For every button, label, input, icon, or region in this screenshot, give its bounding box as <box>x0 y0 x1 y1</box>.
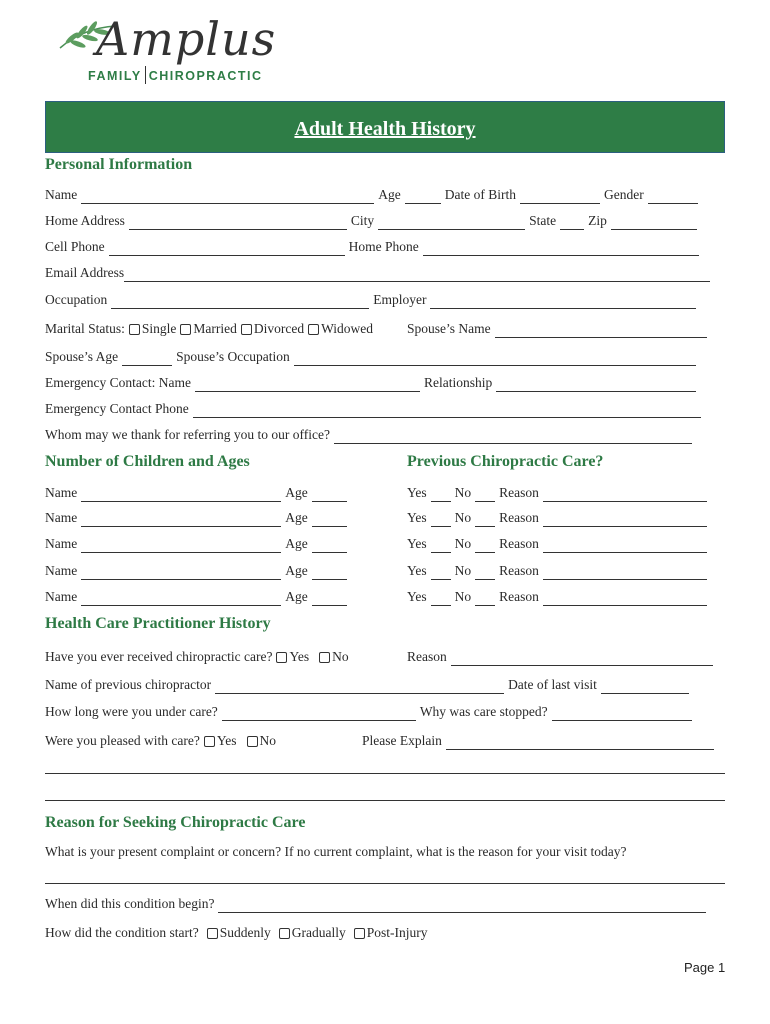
prev-care-yes-field[interactable] <box>431 488 451 502</box>
marital-married-checkbox[interactable] <box>180 324 191 335</box>
city-label: City <box>350 213 375 228</box>
prev-care-yes-field[interactable] <box>431 566 451 580</box>
prev-care-reason-field[interactable] <box>543 488 707 502</box>
state-label: State <box>529 213 557 228</box>
emergency-name-field[interactable] <box>195 378 420 392</box>
child-age-label: Age <box>285 589 308 604</box>
prev-care-no-label: No <box>454 510 472 525</box>
received-care-yes-checkbox[interactable] <box>276 652 287 663</box>
name-field[interactable] <box>81 190 374 204</box>
prev-care-yes-field[interactable] <box>431 592 451 606</box>
prev-care-no-field[interactable] <box>475 488 495 502</box>
received-care-yes-label: Yes <box>289 649 310 664</box>
marital-divorced-label: Divorced <box>253 321 305 336</box>
row-start <box>45 924 427 942</box>
child-row <box>45 588 351 606</box>
prev-care-reason-label: Reason <box>499 510 539 525</box>
received-care-question: Have you ever received chiropractic care? <box>45 649 273 664</box>
row-explain <box>362 732 718 750</box>
last-visit-label: Date of last visit <box>508 677 597 692</box>
received-care-no-label: No <box>332 649 349 664</box>
child-name-label: Name <box>45 485 78 500</box>
prev-care-yes-label: Yes <box>407 589 427 604</box>
prev-care-yes-label: Yes <box>407 536 427 551</box>
marital-single-checkbox[interactable] <box>129 324 140 335</box>
marital-widowed-label: Widowed <box>321 321 374 336</box>
dob-field[interactable] <box>520 190 600 204</box>
prev-care-no-field[interactable] <box>475 566 495 580</box>
prev-care-yes-label: Yes <box>407 485 427 500</box>
explain-line-1[interactable] <box>45 773 725 774</box>
previous-care-row <box>407 484 711 502</box>
row-prev-chiro <box>45 676 693 694</box>
begin-field[interactable] <box>218 899 706 913</box>
previous-care-row <box>407 562 711 580</box>
spouse-occupation-label: Spouse’s Occupation <box>176 349 290 364</box>
child-name-field[interactable] <box>81 513 281 527</box>
age-field[interactable] <box>405 190 441 204</box>
row-received-care <box>45 648 349 666</box>
emergency-name-label: Emergency Contact: Name <box>45 375 191 390</box>
child-age-field[interactable] <box>312 488 347 502</box>
row-begin <box>45 895 710 913</box>
start-question: How did the condition start? <box>45 925 199 940</box>
row-spouse <box>45 348 700 366</box>
row-referral <box>45 426 696 444</box>
child-row <box>45 509 351 527</box>
row-occupation <box>45 291 700 309</box>
child-age-field[interactable] <box>312 513 347 527</box>
previous-care-row <box>407 588 711 606</box>
employer-label: Employer <box>373 292 427 307</box>
reason-heading: Reason for Seeking Chiropractic Care <box>45 814 306 831</box>
prev-care-no-label: No <box>454 589 472 604</box>
row-name <box>45 186 702 204</box>
child-name-field[interactable] <box>81 539 281 553</box>
previous-care-row <box>407 535 711 553</box>
prev-care-yes-field[interactable] <box>431 513 451 527</box>
state-field[interactable] <box>560 216 584 230</box>
referral-label: Whom may we thank for referring you to our office? <box>45 427 331 442</box>
children-heading: Number of Children and Ages <box>45 453 250 470</box>
prev-care-reason-label: Reason <box>499 563 539 578</box>
prev-care-reason-field[interactable] <box>543 592 707 606</box>
dob-label: Date of Birth <box>444 187 516 202</box>
child-row <box>45 535 351 553</box>
occupation-field[interactable] <box>111 295 369 309</box>
pleased-yes-label: Yes <box>216 733 237 748</box>
child-name-label: Name <box>45 536 78 551</box>
marital-widowed-checkbox[interactable] <box>308 324 319 335</box>
cell-phone-label: Cell Phone <box>45 239 105 254</box>
child-name-field[interactable] <box>81 488 281 502</box>
employer-field[interactable] <box>430 295 696 309</box>
pleased-no-checkbox[interactable] <box>247 736 258 747</box>
start-post-injury-checkbox[interactable] <box>354 928 365 939</box>
logo-subtitle: FAMILY CHIROPRACTIC <box>88 66 263 84</box>
city-field[interactable] <box>378 216 525 230</box>
cell-phone-field[interactable] <box>109 242 345 256</box>
child-name-label: Name <box>45 510 78 525</box>
start-gradually-checkbox[interactable] <box>279 928 290 939</box>
explain-field[interactable] <box>446 736 714 750</box>
prev-care-no-field[interactable] <box>475 592 495 606</box>
why-stopped-field[interactable] <box>552 707 692 721</box>
zip-label: Zip <box>588 213 607 228</box>
practitioner-heading: Health Care Practitioner History <box>45 615 271 632</box>
prev-care-reason-label: Reason <box>499 589 539 604</box>
pleased-no-label: No <box>259 733 276 748</box>
prev-care-yes-label: Yes <box>407 563 427 578</box>
child-row <box>45 484 351 502</box>
referral-field[interactable] <box>334 430 692 444</box>
page-title: Adult Health History <box>294 118 476 140</box>
email-label: Email Address <box>45 265 125 280</box>
complaint-line[interactable] <box>45 883 725 884</box>
row-emergency <box>45 374 700 392</box>
child-row <box>45 562 351 580</box>
home-address-field[interactable] <box>129 216 347 230</box>
child-name-field[interactable] <box>81 592 281 606</box>
row-complaint <box>45 843 626 861</box>
marital-label: Marital Status: <box>45 321 125 336</box>
marital-married-label: Married <box>193 321 237 336</box>
gender-label: Gender <box>603 187 644 202</box>
prev-chiro-label: Name of previous chiropractor <box>45 677 212 692</box>
start-suddenly-label: Suddenly <box>219 925 271 940</box>
care-reason-field[interactable] <box>451 652 713 666</box>
prev-care-no-field[interactable] <box>475 513 495 527</box>
home-address-label: Home Address <box>45 213 125 228</box>
prev-care-no-label: No <box>454 485 472 500</box>
row-phones <box>45 238 703 256</box>
child-name-field[interactable] <box>81 566 281 580</box>
how-long-field[interactable] <box>222 707 416 721</box>
last-visit-field[interactable] <box>601 680 689 694</box>
personal-info-heading: Personal Information <box>45 156 193 173</box>
child-age-label: Age <box>285 485 308 500</box>
prev-care-reason-label: Reason <box>499 536 539 551</box>
marital-single-label: Single <box>141 321 177 336</box>
prev-care-reason-label: Reason <box>499 485 539 500</box>
emergency-phone-field[interactable] <box>193 404 701 418</box>
row-how-long <box>45 703 696 721</box>
prev-care-reason-field[interactable] <box>543 539 707 553</box>
prev-care-no-field[interactable] <box>475 539 495 553</box>
why-stopped-label: Why was care stopped? <box>419 704 548 719</box>
row-care-reason <box>407 648 717 666</box>
prev-care-reason-field[interactable] <box>543 566 707 580</box>
row-email <box>45 264 714 282</box>
home-phone-field[interactable] <box>423 242 699 256</box>
child-age-field[interactable] <box>312 539 347 553</box>
row-marital <box>45 320 373 338</box>
prev-care-yes-label: Yes <box>407 510 427 525</box>
pleased-question: Were you pleased with care? <box>45 733 200 748</box>
child-age-label: Age <box>285 536 308 551</box>
care-reason-label: Reason <box>407 649 447 664</box>
start-gradually-label: Gradually <box>291 925 346 940</box>
prev-care-no-label: No <box>454 536 472 551</box>
child-age-label: Age <box>285 510 308 525</box>
row-emergency-phone <box>45 400 705 418</box>
marital-divorced-checkbox[interactable] <box>241 324 252 335</box>
name-label: Name <box>45 187 78 202</box>
child-age-label: Age <box>285 563 308 578</box>
title-bar <box>45 101 725 153</box>
previous-care-heading: Previous Chiropractic Care? <box>407 453 604 470</box>
spouse-age-label: Spouse’s Age <box>45 349 119 364</box>
spouse-occupation-field[interactable] <box>294 352 696 366</box>
prev-chiro-field[interactable] <box>215 680 504 694</box>
row-address <box>45 212 701 230</box>
previous-care-row <box>407 509 711 527</box>
begin-question: When did this condition begin? <box>45 896 215 911</box>
complaint-question: What is your present complaint or concern? If no current complaint, what is the reason for your visit today? <box>45 844 627 859</box>
prev-care-reason-field[interactable] <box>543 513 707 527</box>
occupation-label: Occupation <box>45 292 108 307</box>
start-post-injury-label: Post-Injury <box>366 925 428 940</box>
spouse-name-label: Spouse’s Name <box>407 321 491 336</box>
prev-care-yes-field[interactable] <box>431 539 451 553</box>
emergency-phone-label: Emergency Contact Phone <box>45 401 189 416</box>
explain-line-2[interactable] <box>45 800 725 801</box>
spouse-age-field[interactable] <box>122 352 172 366</box>
child-age-field[interactable] <box>312 592 347 606</box>
pleased-yes-checkbox[interactable] <box>204 736 215 747</box>
prev-care-no-label: No <box>454 563 472 578</box>
email-field[interactable] <box>124 268 710 282</box>
explain-label: Please Explain <box>362 733 442 748</box>
child-age-field[interactable] <box>312 566 347 580</box>
how-long-label: How long were you under care? <box>45 704 218 719</box>
start-suddenly-checkbox[interactable] <box>207 928 218 939</box>
home-phone-label: Home Phone <box>348 239 419 254</box>
row-pleased <box>45 732 276 750</box>
received-care-no-checkbox[interactable] <box>319 652 330 663</box>
page-number: Page 1 <box>684 960 726 975</box>
child-name-label: Name <box>45 563 78 578</box>
age-label: Age <box>378 187 401 202</box>
relationship-field[interactable] <box>496 378 696 392</box>
child-name-label: Name <box>45 589 78 604</box>
zip-field[interactable] <box>611 216 697 230</box>
row-spouse-name <box>407 320 711 338</box>
relationship-label: Relationship <box>423 375 493 390</box>
gender-field[interactable] <box>648 190 698 204</box>
spouse-name-field[interactable] <box>495 324 707 338</box>
logo-script-text: Amplus <box>96 12 277 66</box>
